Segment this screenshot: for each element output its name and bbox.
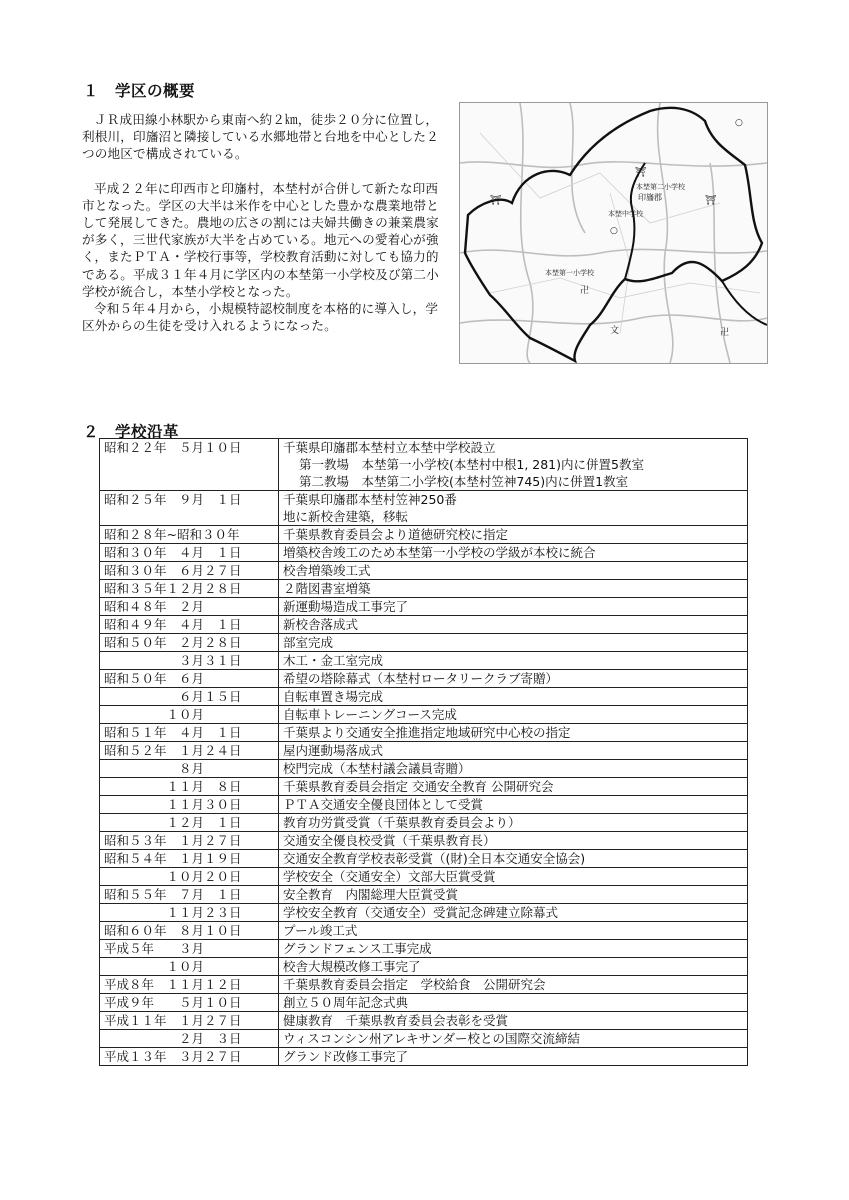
- history-row: [100, 562, 748, 580]
- history-date: ２月 ３日: [100, 1030, 279, 1048]
- history-date: １０月: [100, 958, 279, 976]
- history-date: 昭和５２年 １月２４日: [100, 742, 279, 760]
- history-event-line: ２階図書室増築: [283, 581, 371, 596]
- history-event: [279, 724, 748, 742]
- history-event: [279, 580, 748, 598]
- history-row: [100, 706, 748, 724]
- section1-heading: [83, 79, 195, 101]
- history-row: [100, 688, 748, 706]
- history-event-line: 校舎増築竣工式: [283, 563, 371, 578]
- history-event: [279, 616, 748, 634]
- history-event-line: グランド改修工事完了: [283, 1049, 409, 1064]
- history-row: [100, 922, 748, 940]
- history-event-line: グランドフェンス工事完成: [283, 941, 432, 956]
- history-row: [100, 1012, 748, 1030]
- history-date: 昭和２２年 ５月１０日: [100, 439, 279, 491]
- history-row: [100, 616, 748, 634]
- history-event-line: 千葉県教育委員会より道徳研究校に指定: [283, 527, 509, 542]
- history-event: [279, 940, 748, 958]
- history-date: 昭和３０年 ６月２７日: [100, 562, 279, 580]
- circle-icon: ○: [610, 226, 618, 236]
- history-date: 昭和２５年 ９月 １日: [100, 491, 279, 526]
- history-event-line: ＰＴＡ交通安全優良団体として受賞: [283, 797, 484, 812]
- history-date: ６月１５日: [100, 688, 279, 706]
- history-event: [279, 544, 748, 562]
- history-date: 昭和２８年~昭和３０年: [100, 526, 279, 544]
- history-row: [100, 940, 748, 958]
- history-row: [100, 544, 748, 562]
- history-event-line: 千葉県印旛郡本埜村立本埜中学校設立: [283, 440, 496, 455]
- history-event-line: 校舎大規模改修工事完了: [283, 959, 421, 974]
- history-date: １０月２０日: [100, 868, 279, 886]
- history-event: [279, 994, 748, 1012]
- history-event: [279, 814, 748, 832]
- history-event: [279, 832, 748, 850]
- history-event-line: 千葉県より交通安全推進指定地域研究中心校の指定: [283, 725, 571, 740]
- history-event-line: 新運動場造成工事完了: [283, 599, 409, 614]
- history-date: 昭和５３年 １月２７日: [100, 832, 279, 850]
- history-row: [100, 652, 748, 670]
- history-date: 平成８年 １１月１２日: [100, 976, 279, 994]
- history-date: １０月: [100, 706, 279, 724]
- map-label-inba: 印旛郡: [638, 193, 662, 202]
- district-divider: [625, 163, 645, 279]
- map-label-junior-high: 本埜中学校: [608, 210, 643, 218]
- history-event: [279, 886, 748, 904]
- history-event: [279, 526, 748, 544]
- history-event: [279, 760, 748, 778]
- history-date: 昭和５４年 １月１９日: [100, 850, 279, 868]
- history-date: 昭和４９年 ４月 １日: [100, 616, 279, 634]
- history-date: １１月２３日: [100, 904, 279, 922]
- history-row: [100, 886, 748, 904]
- history-event-line: 交通安全教育学校表彰受賞（(財)全日本交通安全協会): [283, 851, 586, 866]
- history-row: [100, 796, 748, 814]
- section1-title: 学区の概要: [115, 82, 196, 100]
- history-event-line: 新校舎落成式: [283, 617, 359, 632]
- history-event: [279, 778, 748, 796]
- history-event: [279, 439, 748, 491]
- history-event: [279, 598, 748, 616]
- section2-number: ２: [83, 423, 100, 441]
- history-event-line: 学校安全（交通安全）文部大臣賞受賞: [283, 869, 496, 884]
- history-row: [100, 724, 748, 742]
- history-event-line: 希望の塔除幕式（本埜村ロータリークラブ寄贈）: [283, 671, 559, 686]
- history-row: [100, 491, 748, 526]
- history-event: [279, 922, 748, 940]
- history-event-line: 千葉県教育委員会指定 学校給食 公開研究会: [283, 977, 546, 992]
- history-row: [100, 832, 748, 850]
- history-event: [279, 1048, 748, 1066]
- school-district-map: [459, 102, 768, 364]
- map-graphic: [460, 103, 767, 363]
- history-date: ３月３１日: [100, 652, 279, 670]
- history-event-line: 第一教場 本埜第一小学校(本埜村中根1, 281)内に併置5教室: [299, 457, 644, 472]
- history-row: [100, 580, 748, 598]
- history-event-line: 校門完成（本埜村議会議員寄贈）: [283, 761, 471, 776]
- history-row: [100, 1048, 748, 1066]
- history-event-line: 学校安全教育（交通安全）受賞記念碑建立除幕式: [283, 905, 559, 920]
- history-date: 昭和３０年 ４月 １日: [100, 544, 279, 562]
- history-event-line: プール竣工式: [283, 923, 358, 938]
- history-row: [100, 670, 748, 688]
- history-event: [279, 562, 748, 580]
- history-event: [279, 652, 748, 670]
- history-row: [100, 634, 748, 652]
- history-date: １１月 ８日: [100, 778, 279, 796]
- history-date: １２月 １日: [100, 814, 279, 832]
- history-event: [279, 706, 748, 724]
- history-event: [279, 491, 748, 526]
- intro-paragraph-2: 平成２２年に印西市と印旛村，本埜村が合併して新たな印西市となった。学区の大半は米作を中心とした豊かな農業地帯として発展してきた。農地の広さの割には夫婦共働きの兼業農家が多く，三世代家族が大半を占めている。地元への愛着心が強く，またＰＴＡ・学校行事等，学校教育活動に対しても協力的である。平成３１年４月に学区内の本埜第一小学校及び第二小学校が統合し，本埜小学校となった。: [82, 180, 439, 299]
- section2-title: 学校沿革: [115, 423, 180, 441]
- history-row: [100, 868, 748, 886]
- map-road: [460, 249, 767, 255]
- map-label-dai1-elementary: 本埜第一小学校: [545, 269, 594, 277]
- map-road: [520, 103, 533, 363]
- history-date: 平成５年 ３月: [100, 940, 279, 958]
- school-icon: 文: [610, 326, 620, 336]
- map-label-dai2-elementary: 本埜第二小学校: [636, 183, 685, 191]
- history-event: [279, 1012, 748, 1030]
- section1-body: [82, 111, 446, 334]
- history-row: [100, 976, 748, 994]
- section1-number: １: [83, 82, 100, 100]
- map-road: [480, 133, 720, 223]
- history-row: [100, 904, 748, 922]
- history-date: 昭和５０年 ６月: [100, 670, 279, 688]
- history-row: [100, 778, 748, 796]
- history-row: [100, 439, 748, 491]
- history-event-line: 創立５０周年記念式典: [283, 995, 409, 1010]
- history-event-line: 教育功労賞受賞（千葉県教育委員会より）: [283, 815, 521, 830]
- temple-icon: 卍: [580, 286, 590, 296]
- history-event: [279, 688, 748, 706]
- history-event-line: 地に新校舎建築，移転: [283, 509, 409, 524]
- history-date: 昭和３５年１２月２８日: [100, 580, 279, 598]
- history-date: 昭和５０年 ２月２８日: [100, 634, 279, 652]
- shrine-icon: ⛩: [705, 196, 717, 206]
- history-date: 平成１１年 １月２７日: [100, 1012, 279, 1030]
- history-row: [100, 958, 748, 976]
- shrine-icon: ⛩: [490, 196, 502, 206]
- temple-icon: 卍: [720, 328, 730, 338]
- history-event: [279, 1030, 748, 1048]
- shrine-icon: ⛩: [635, 168, 647, 178]
- history-date: 平成９年 ５月１０日: [100, 994, 279, 1012]
- history-event: [279, 796, 748, 814]
- history-event-line: 健康教育 千葉県教育委員会表彰を受賞: [283, 1013, 509, 1028]
- history-date: １１月３０日: [100, 796, 279, 814]
- history-event: [279, 634, 748, 652]
- history-event: [279, 850, 748, 868]
- history-event-line: 千葉県印旛郡本埜村笠神250番: [283, 492, 457, 507]
- history-table-body: [100, 439, 748, 1066]
- history-date: 昭和５５年 ７月 １日: [100, 886, 279, 904]
- history-row: [100, 526, 748, 544]
- history-event: [279, 868, 748, 886]
- history-row: [100, 760, 748, 778]
- history-row: [100, 814, 748, 832]
- intro-paragraph-1: ＪＲ成田線小林駅から東南へ約２㎞，徒歩２０分に位置し，利根川，印旛沼と隣接している水郷地帯と台地を中心とした２つの地区で構成されている。: [82, 112, 439, 162]
- history-date: 平成１３年 ３月２７日: [100, 1048, 279, 1066]
- history-row: [100, 598, 748, 616]
- history-event-line: 第二教場 本埜第二小学校(本埜村笠神745)内に併置1教室: [299, 474, 629, 489]
- history-event-line: 千葉県教育委員会指定 交通安全教育 公開研究会: [283, 779, 554, 794]
- history-event-line: 屋内運動場落成式: [283, 743, 384, 758]
- history-event: [279, 958, 748, 976]
- history-event: [279, 742, 748, 760]
- history-date: 昭和６０年 ８月１０日: [100, 922, 279, 940]
- history-date: ８月: [100, 760, 279, 778]
- history-row: [100, 850, 748, 868]
- history-row: [100, 994, 748, 1012]
- history-row: [100, 742, 748, 760]
- history-event-line: 自転車トレーニングコース完成: [283, 707, 457, 722]
- intro-paragraph-3: 令和５年４月から，小規模特認校制度を本格的に導入し，学区外からの生徒を受け入れるようになった。: [82, 301, 439, 334]
- history-event-line: 増築校舎竣工のため本埜第一小学校の学級が本校に統合: [283, 545, 596, 560]
- history-row: [100, 1030, 748, 1048]
- history-table: [99, 438, 748, 1066]
- map-road: [460, 162, 767, 168]
- district-boundary-east: [722, 281, 767, 325]
- map-road: [658, 103, 673, 363]
- history-event-line: 部室完成: [283, 635, 334, 650]
- history-event-line: 自転車置き場完成: [283, 689, 384, 704]
- history-event: [279, 976, 748, 994]
- history-date: 昭和５１年 ４月 １日: [100, 724, 279, 742]
- history-event-line: 交通安全優良校受賞（千葉県教育長）: [283, 833, 496, 848]
- history-event: [279, 904, 748, 922]
- history-event-line: 木工・金工室完成: [283, 653, 384, 668]
- history-event: [279, 670, 748, 688]
- history-date: 昭和４８年 ２月: [100, 598, 279, 616]
- history-event-line: ウィスコンシン州アレキサンダー校との国際交流締結: [283, 1031, 581, 1046]
- history-event-line: 安全教育 内閣総理大臣賞受賞: [283, 887, 459, 902]
- map-road: [570, 103, 585, 233]
- circle-icon: ○: [735, 118, 743, 128]
